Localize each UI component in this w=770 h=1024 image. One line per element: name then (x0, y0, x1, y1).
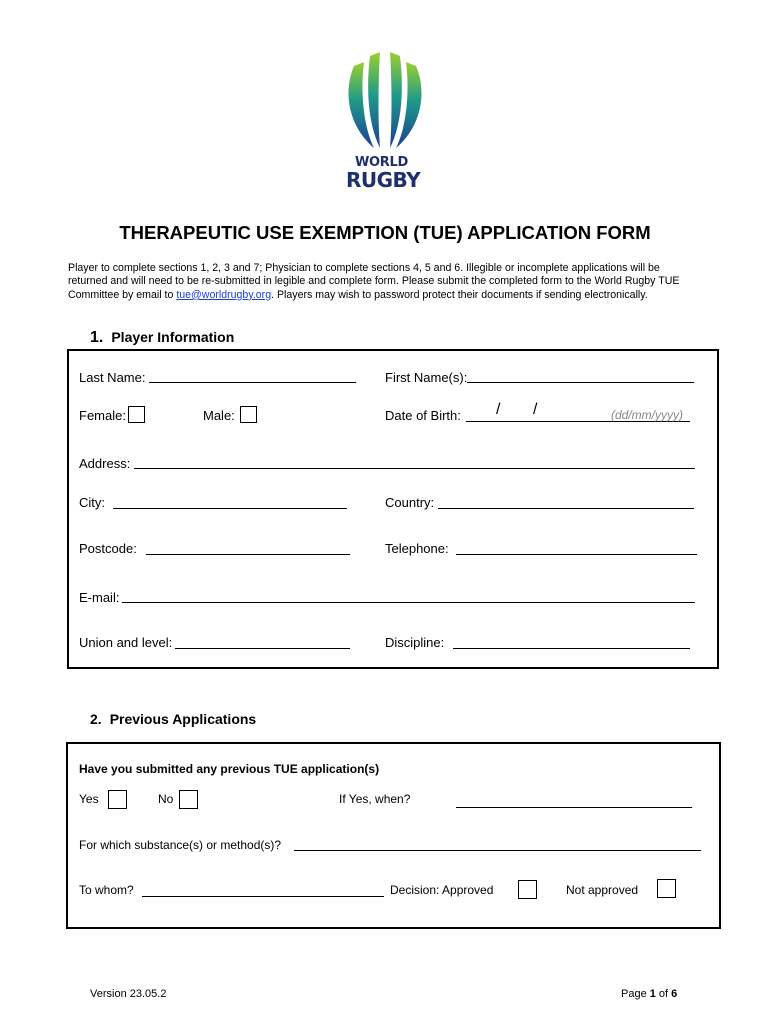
no-label: No (158, 792, 174, 806)
logo-rugby-text: RUGBY (346, 168, 421, 192)
female-label: Female: (79, 408, 126, 423)
instructions-text-end: . Players may wish to password protect their documents if sending electronically. (271, 288, 648, 301)
union-level-label: Union and level: (79, 635, 173, 650)
dob-separator-1: / (496, 401, 501, 418)
postcode-label: Postcode: (79, 541, 137, 556)
dob-separator-2: / (533, 401, 538, 418)
last-name-field[interactable] (149, 382, 356, 383)
telephone-field[interactable] (456, 554, 697, 555)
country-label: Country: (385, 495, 435, 510)
address-field[interactable] (134, 468, 695, 469)
country-field[interactable] (438, 508, 694, 509)
dob-label: Date of Birth: (385, 408, 461, 423)
not-approved-label: Not approved (566, 883, 639, 897)
previous-tue-question: Have you submitted any previous TUE application(s) (79, 762, 380, 776)
male-checkbox[interactable] (240, 406, 257, 423)
logo-world-text: WORLD (355, 155, 408, 170)
world-rugby-logo-icon (340, 44, 430, 154)
email-link[interactable]: tue@worldrugby.org (176, 288, 272, 301)
address-label: Address: (79, 456, 131, 471)
version-text: Version 23.05.2 (90, 988, 167, 1000)
page-prefix: Page (621, 988, 650, 1000)
page-total: 6 (671, 988, 678, 1000)
female-checkbox[interactable] (128, 406, 145, 423)
no-checkbox[interactable] (179, 790, 198, 809)
city-label: City: (79, 495, 105, 510)
discipline-label: Discipline: (385, 635, 445, 650)
section2-heading (90, 711, 256, 727)
male-label: Male: (203, 408, 235, 423)
if-yes-when-field[interactable] (456, 807, 692, 808)
page-number (621, 988, 677, 1000)
if-yes-when-label: If Yes, when? (339, 792, 411, 806)
section1-number: 1. (90, 329, 104, 346)
city-field[interactable] (113, 508, 347, 509)
section2-number: 2. (90, 711, 102, 727)
substances-label: For which substance(s) or method(s)? (79, 838, 282, 852)
email-field[interactable] (122, 602, 695, 603)
form-title: THERAPEUTIC USE EXEMPTION (TUE) APPLICATION FORM (119, 222, 651, 243)
telephone-label: Telephone: (385, 541, 449, 556)
yes-label: Yes (79, 792, 99, 806)
page-current: 1 (649, 988, 656, 1000)
instructions-paragraph (68, 262, 698, 302)
approved-checkbox[interactable] (518, 880, 537, 899)
union-level-field[interactable] (175, 648, 350, 649)
to-whom-label: To whom? (79, 883, 134, 897)
to-whom-field[interactable] (142, 896, 384, 897)
first-names-label: First Name(s): (385, 370, 468, 385)
dob-format-hint: (dd/mm/yyyy) (611, 408, 683, 422)
postcode-field[interactable] (146, 554, 350, 555)
substances-field[interactable] (294, 850, 701, 851)
section2-title: Previous Applications (109, 711, 257, 727)
yes-checkbox[interactable] (108, 790, 127, 809)
section1-title: Player Information (111, 329, 235, 345)
section1-heading (90, 329, 234, 347)
instructions-text-start: Player to complete sections 1, 2, 3 and 7; Physician to complete sections 4, 5 and 6. Illegible or incomplete applications will be returned and will need to be re-submitted in legible and complete form. Please submit the completed form to the World Rugby TUE Committee by email to (68, 262, 680, 301)
decision-approved-label: Decision: Approved (390, 883, 494, 897)
discipline-field[interactable] (453, 648, 690, 649)
last-name-label: Last Name: (79, 370, 146, 385)
not-approved-checkbox[interactable] (657, 879, 676, 898)
page-of: of (655, 988, 672, 1000)
email-label: E-mail: (79, 590, 120, 605)
first-names-field[interactable] (467, 382, 694, 383)
